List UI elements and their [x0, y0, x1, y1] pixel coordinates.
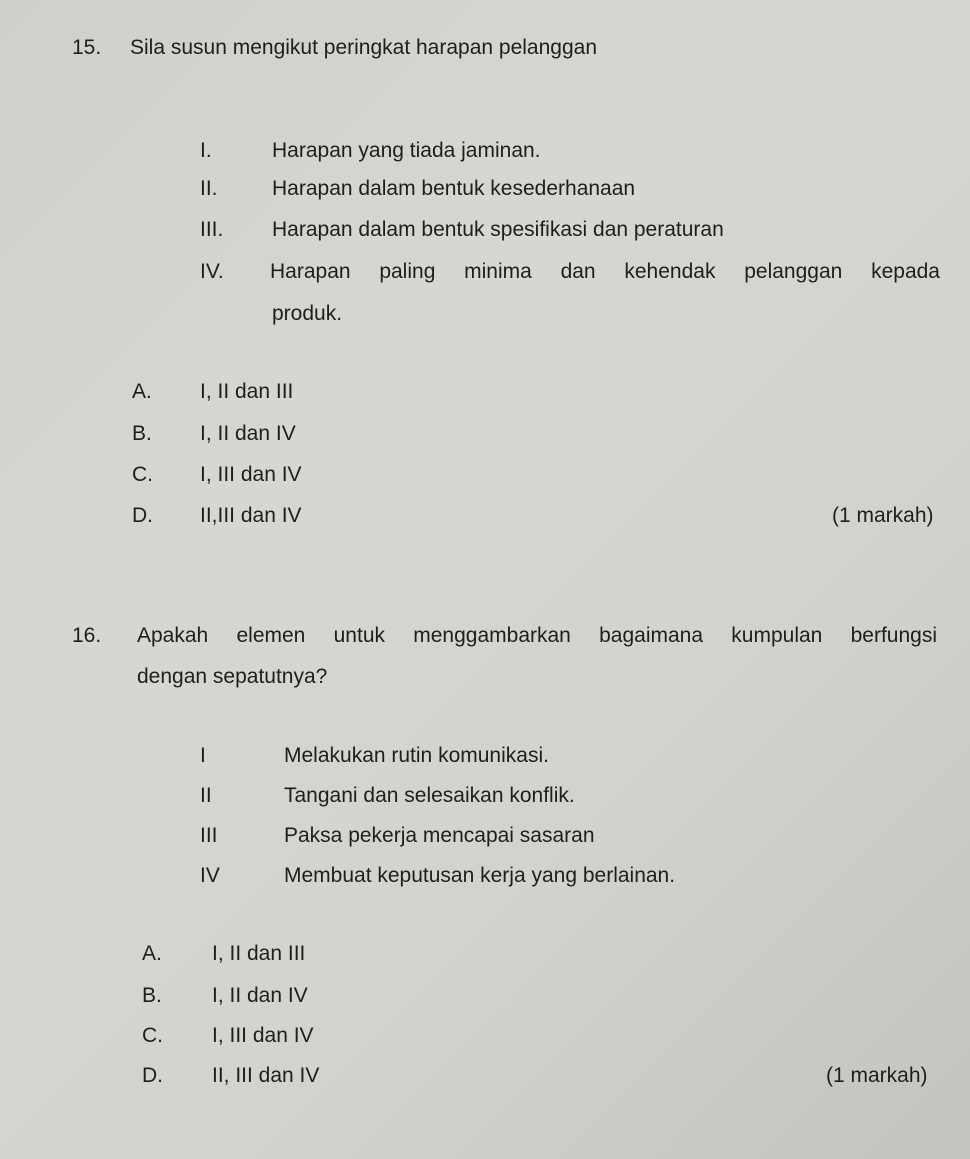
item-text: Tangani dan selesaikan konflik. [284, 784, 575, 807]
question-stem-continued: dengan sepatutnya? [137, 665, 328, 688]
item-numeral: IV [200, 864, 220, 887]
option-letter: A. [132, 380, 152, 403]
option-text: I, II dan III [200, 380, 294, 403]
marks-label: (1 markah) [826, 1064, 928, 1087]
item-text-continued: produk. [272, 302, 343, 325]
item-text: Melakukan rutin komunikasi. [284, 744, 549, 767]
option-letter: C. [132, 463, 153, 486]
option-text: I, II dan IV [212, 984, 308, 1007]
question-stem: Apakah elemen untuk menggambarkan bagaimana kumpulan berfungsi [137, 624, 937, 647]
option-text: I, III dan IV [212, 1024, 314, 1047]
option-letter: C. [142, 1024, 163, 1047]
option-letter: B. [132, 422, 152, 445]
question-stem: Sila susun mengikut peringkat harapan pelanggan [130, 36, 597, 59]
item-text: Harapan dalam bentuk kesederhanaan [272, 177, 636, 200]
option-letter: D. [132, 504, 153, 527]
option-text: II,III dan IV [200, 504, 302, 527]
option-letter: B. [142, 984, 162, 1007]
marks-label: (1 markah) [832, 504, 934, 527]
item-numeral: III. [200, 218, 224, 241]
question-number: 15. [72, 36, 102, 59]
item-numeral: IV. [200, 260, 224, 283]
option-letter: A. [142, 942, 162, 965]
item-numeral: II [200, 784, 212, 807]
item-numeral: I [200, 744, 206, 767]
item-text: Paksa pekerja mencapai sasaran [284, 824, 595, 847]
option-text: I, II dan III [212, 942, 306, 965]
option-text: I, II dan IV [200, 422, 296, 445]
option-text: I, III dan IV [200, 463, 302, 486]
item-text: Membuat keputusan kerja yang berlainan. [284, 864, 676, 887]
item-numeral: II. [200, 177, 218, 200]
item-text: Harapan paling minima dan kehendak pelanggan kepada [270, 260, 940, 283]
item-text: Harapan yang tiada jaminan. [272, 139, 541, 162]
question-number: 16. [72, 624, 102, 647]
item-numeral: III [200, 824, 218, 847]
item-text: Harapan dalam bentuk spesifikasi dan peraturan [272, 218, 724, 241]
item-numeral: I. [200, 139, 212, 162]
option-text: II, III dan IV [212, 1064, 320, 1087]
option-letter: D. [142, 1064, 163, 1087]
